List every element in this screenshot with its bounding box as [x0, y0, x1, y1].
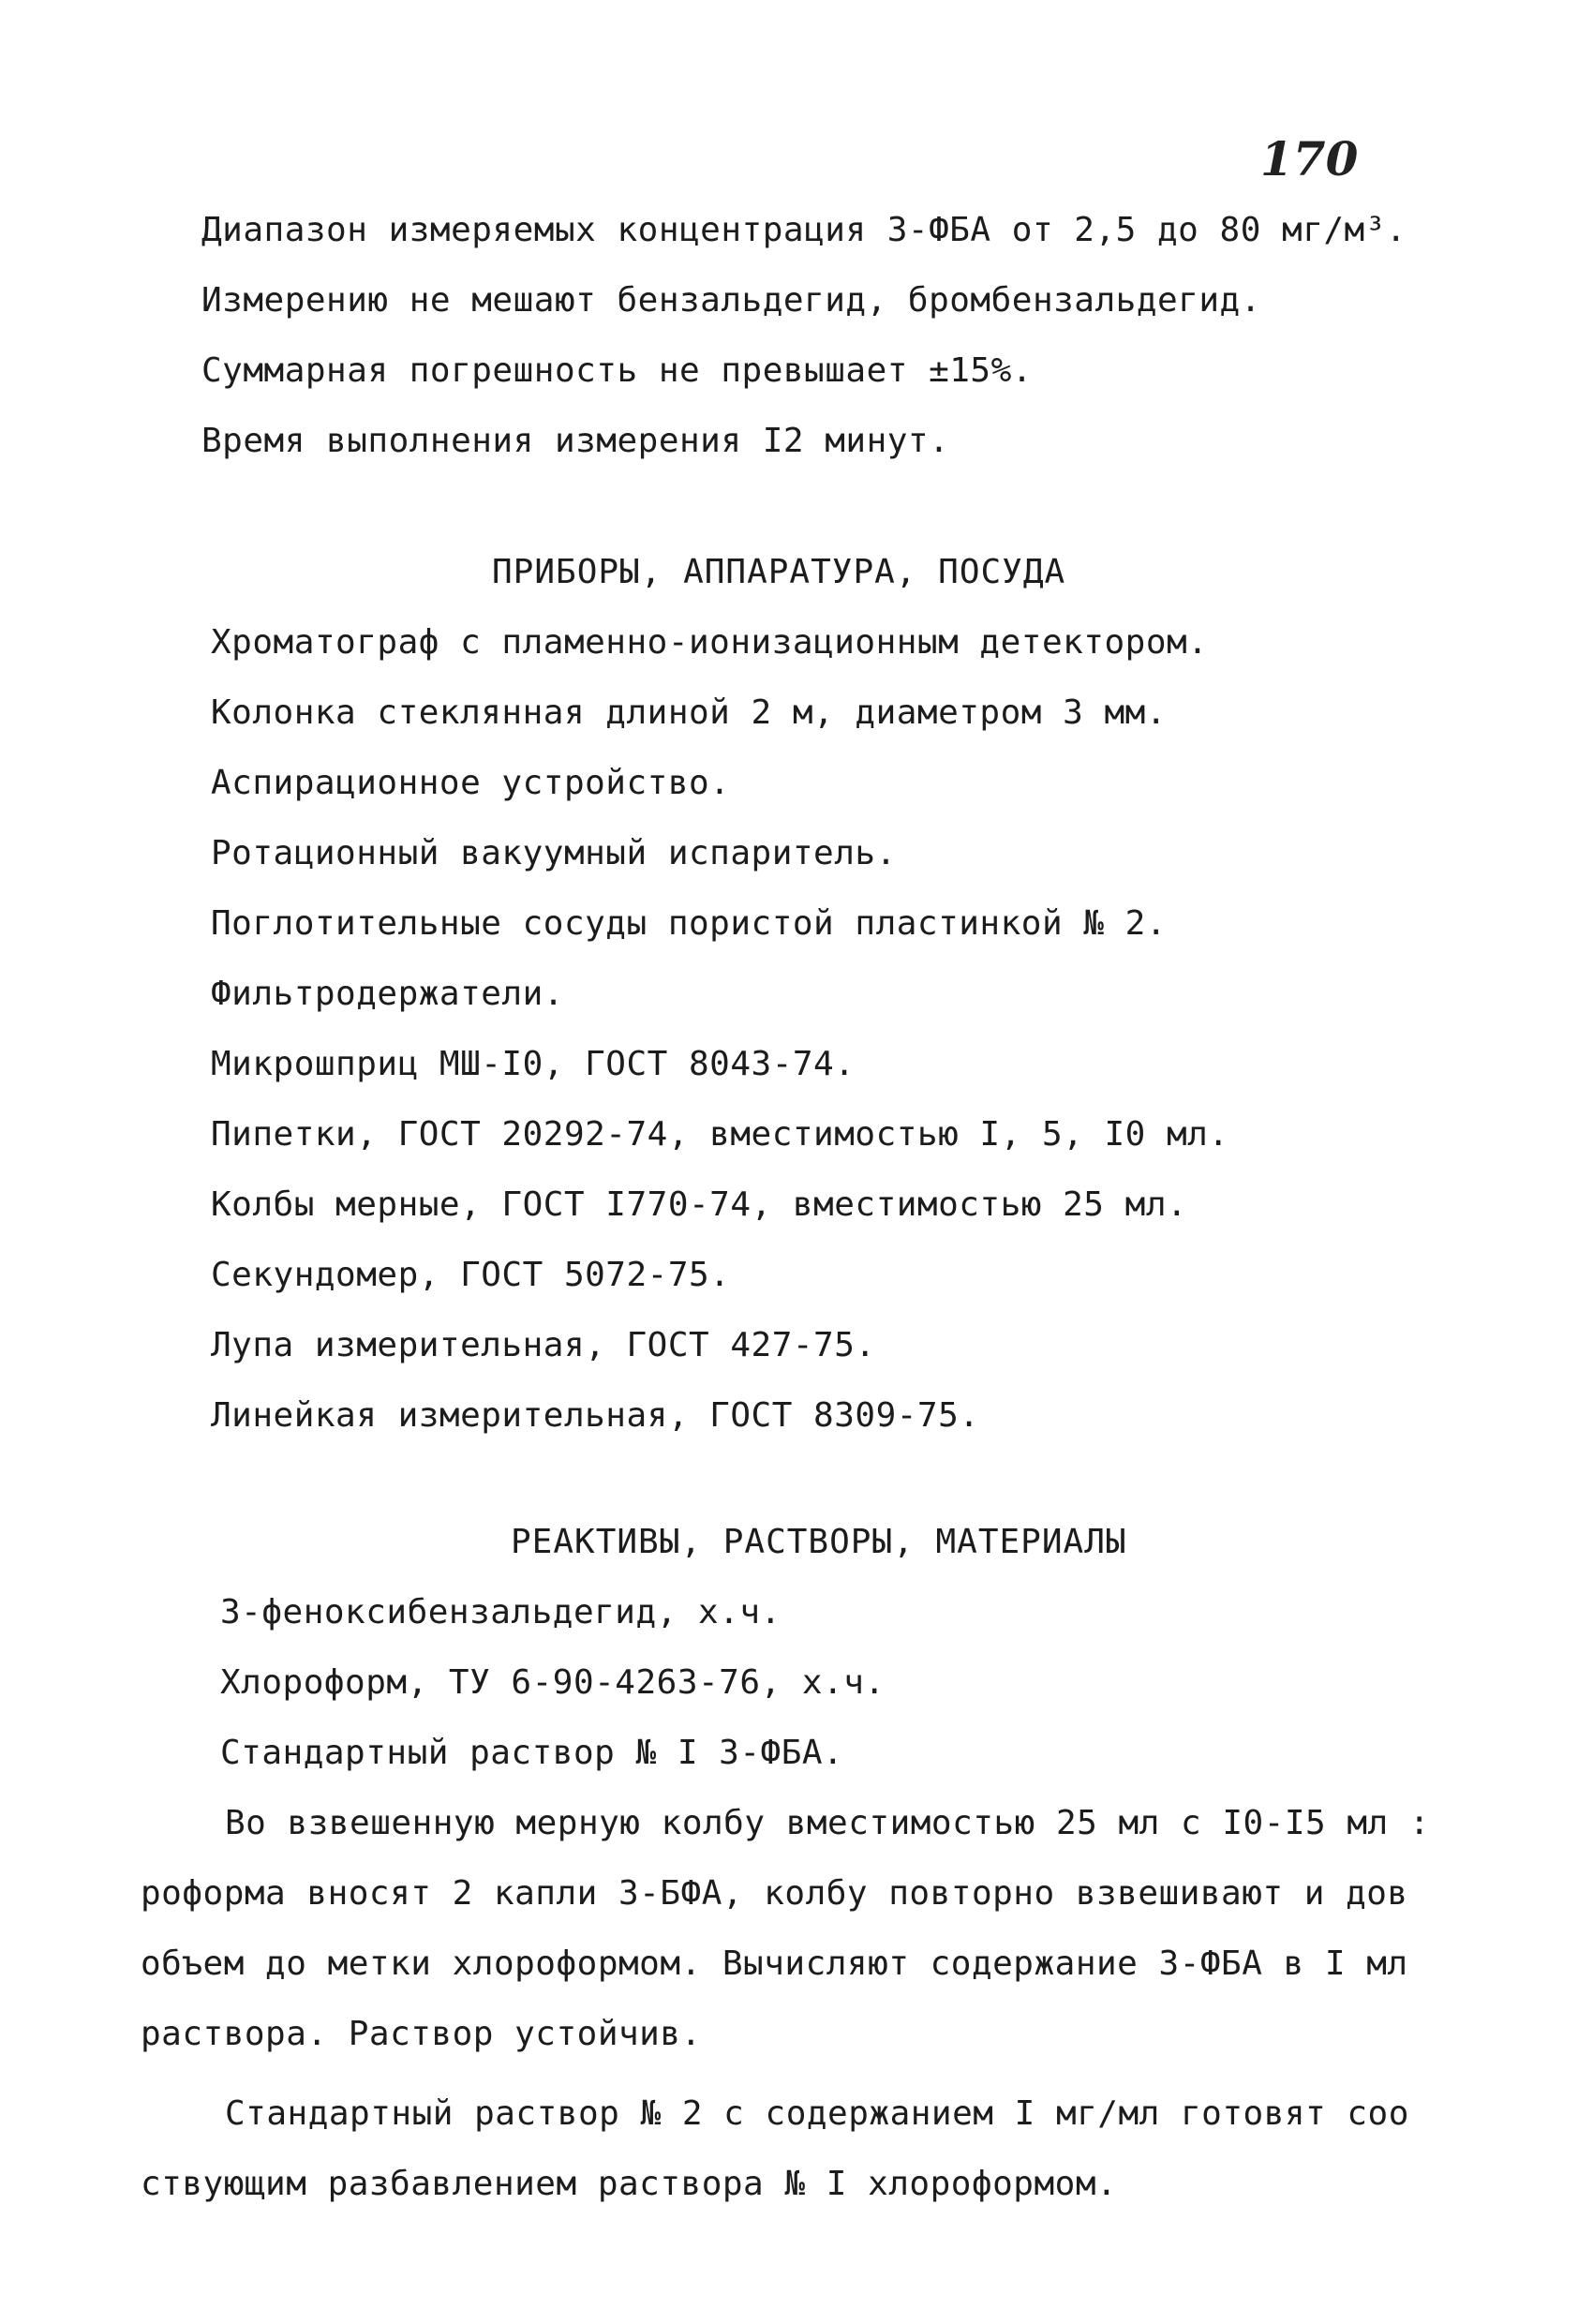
page-number: 170	[1260, 131, 1359, 186]
paragraph-line: роформа вносят 2 капли 3-БФА, колбу повторно взвешивают и дов	[141, 1874, 1408, 1913]
instrument-item: Секундомер, ГОСТ 5072-75.	[211, 1256, 731, 1294]
instrument-item: Пипетки, ГОСТ 20292-74, вместимостью I, 5, I0 мл.	[211, 1115, 1229, 1154]
instrument-item: Лупа измерительная, ГОСТ 427-75.	[211, 1326, 876, 1364]
instrument-item: Ротационный вакуумный испаритель.	[211, 834, 897, 872]
instrument-item: Фильтродержатели.	[211, 975, 564, 1013]
reagent-item: 3-феноксибензальдегид, х.ч.	[220, 1593, 782, 1631]
instrument-item: Колбы мерные, ГОСТ I770-74, вместимостью 25 мл.	[211, 1185, 1188, 1224]
section-heading-instruments: ПРИБОРЫ, АППАРАТУРА, ПОСУДА	[492, 553, 1066, 591]
intro-line: Диапазон измеряемых концентрация 3-ФБА от 2,5 до 80 мг/м³.	[201, 211, 1407, 249]
intro-line: Суммарная погрешность не превышает ±15%.	[201, 351, 1033, 390]
instrument-item: Поглотительные сосуды пористой пластинкой № 2.	[211, 904, 1167, 943]
instrument-item: Хроматограф с пламенно-ионизационным детектором.	[211, 623, 1209, 662]
instrument-item: Колонка стеклянная длиной 2 м, диаметром 3 мм.	[211, 693, 1167, 732]
paragraph-line: Во взвешенную мерную колбу вместимостью 25 мл с I0-I5 мл :	[225, 1804, 1431, 1842]
reagent-item: Стандартный раствор № I 3-ФБА.	[220, 1734, 844, 1772]
instrument-item: Линейкая измерительная, ГОСТ 8309-75.	[211, 1396, 980, 1435]
intro-line: Измерению не мешают бензальдегид, бромбензальдегид.	[201, 281, 1261, 320]
intro-line: Время выполнения измерения I2 минут.	[201, 422, 950, 460]
paragraph-line: раствора. Раствор устойчив.	[141, 2015, 702, 2053]
paragraph-line: Стандартный раствор № 2 с содержанием I мг/мл готовят соо	[225, 2094, 1409, 2133]
reagent-item: Хлороформ, ТУ 6-90-4263-76, х.ч.	[220, 1663, 886, 1702]
instrument-item: Аспирационное устройство.	[211, 764, 731, 802]
instrument-item: Микрошприц МШ-I0, ГОСТ 8043-74.	[211, 1045, 856, 1083]
paragraph-line: объем до метки хлороформом. Вычисляют содержание 3-ФБА в I мл	[141, 1944, 1408, 1983]
paragraph-line: ствующим разбавлением раствора № I хлороформом.	[141, 2165, 1118, 2203]
section-heading-reagents: РЕАКТИВЫ, РАСТВОРЫ, МАТЕРИАЛЫ	[511, 1523, 1127, 1561]
